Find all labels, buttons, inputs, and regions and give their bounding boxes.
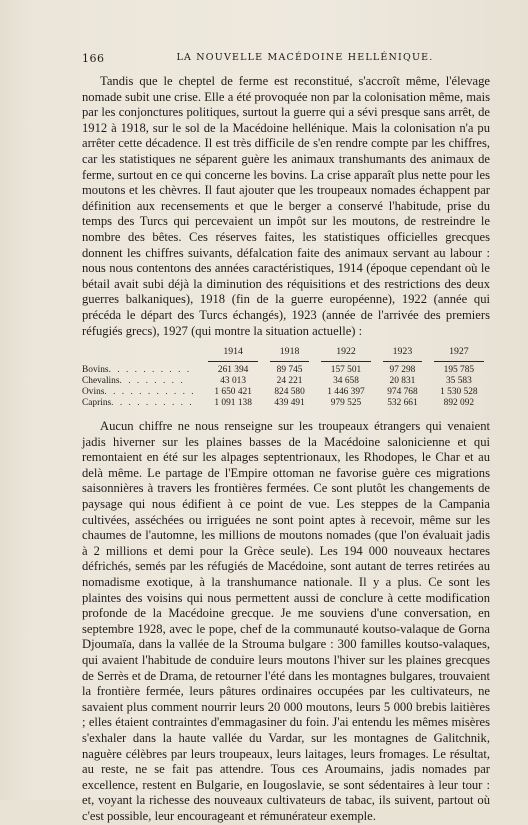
table-corner: [82, 346, 202, 361]
page-number: 166: [82, 52, 105, 65]
table-cell: 439 491: [274, 398, 305, 409]
table-cell: 1 650 421: [214, 387, 252, 398]
row-label: Bovins. . . . . . . . . .: [82, 365, 192, 376]
year-header: 1914: [223, 346, 243, 358]
livestock-table-block: [82, 346, 490, 409]
table-cell: 195 785: [443, 365, 475, 376]
table-cell: 43 013: [220, 376, 247, 387]
table-cell: 24 221: [276, 376, 303, 387]
row-label: Ovins. . . . . . . . . . .: [82, 387, 196, 398]
page-body: [82, 74, 490, 825]
livestock-table: [82, 346, 490, 409]
table-row: [82, 362, 490, 376]
table-cell: 157 501: [330, 365, 362, 376]
row-label: Chevalins. . . . . . . .: [82, 376, 185, 387]
paragraph-2: Aucun chiffre ne nous renseigne sur les troupeaux étrangers qui venaient jadis hiverner sur les plaines basses de la Macédoine salonicienne et qui remontaient en été sur les alpages septentrionaux, les Rhodopes, le Char et au delà même. Le partage de l'Empire ottoman ne favorise guère ces migrations saisonnières à travers les frontières fermées. Ce sont plutôt les changements de paysage qui nous édifient à ce point de vue. Les steppes de la Campania cultivées, asséchées ou irriguées ne sont point aptes à recevoir, même sur les chaumes de l'automne, les millions de moutons nomades (que l'on évaluait jadis à 2 millions et demi pour la Grèce seule). Les 194 000 nouveaux hectares défrichés, semés par les réfugiés de Macédoine, sont autant de terres retirées au nomadisme exotique, à la transhumance nationale. Il y a plus. Ce sont les plaintes des voisins qui nous permettent aussi de conclure à cette modification profonde de la Macédoine grecque. Je me souviens d'une conversation, en septembre 1928, avec le pope, chef de la communauté koutso-valaque de Gorna Djoumaïa, dans la vallée de la Strouma bulgare : 300 familles koutso-valaques, qui avaient l'habitude de conduire leurs moutons l'hiver sur les plaines grecques de Serrès et de Drama, de retourner l'été dans les montagnes bulgares, trouvaient la frontière fermée, leurs pâtures ordinaires occupées par les cultivateurs, ne savaient plus comment nourrir leurs 20 000 moutons, leurs 5 000 brebis laitières ; elles étaient contraintes d'emmagasiner du foin. J'ai entendu les mêmes misères s'exhaler dans la haute vallée du Vardar, sur les montagnes de Galitchnik, naguère célèbres par leurs troupeaux, leurs laitages, leurs fromages. Le résultat, au reste, ne se fait pas attendre. Tous ces Aroumains, jadis nomades par excellence, restent en Bulgarie, en Iougoslavie, se sont sédentaires à leur tour : et, voyant la richesse des nouveaux cultivateurs de tabac, ils suivent, partout où c'est possible, leur encourageant et rémunérateur exemple.: [82, 419, 490, 823]
table-cell: 974 768: [387, 387, 418, 398]
table-cell: 261 394: [217, 365, 249, 376]
running-title: LA NOUVELLE MACÉDOINE HELLÉNIQUE.: [176, 52, 434, 63]
table-cell: 35 583: [445, 376, 472, 387]
table-cell: 892 092: [443, 398, 475, 409]
table-cell: 1 446 397: [327, 387, 365, 398]
table-header-row: [82, 346, 490, 361]
row-label: Caprins. . . . . . . . . .: [82, 398, 194, 409]
table-cell: 824 580: [274, 387, 305, 398]
table-cell: 89 745: [276, 365, 303, 376]
year-header: 1923: [392, 346, 413, 358]
table-cell: 20 831: [389, 376, 416, 387]
year-header: 1927: [449, 346, 469, 358]
table-cell: 34 658: [333, 376, 359, 387]
table-cell: 1 530 528: [440, 387, 478, 398]
year-header: 1918: [279, 346, 300, 358]
table-row: [82, 398, 490, 409]
paragraph-1: Tandis que le cheptel de ferme est reconstitué, s'accroît même, l'élevage nomade subit une crise. Elle a été provoquée non par la colonisation même, mais par les conjonctures politiques, surtout la guerre qui a sévi presque sans arrêt, de 1912 à 1918, sur le sol de la Macédoine hellénique. Mais la colonisation n'a pu arrêter cette décadence. Il est très difficile de s'en rendre compte par les chiffres, car les statistiques ne séparent guère les animaux transhumants des animaux de ferme, surtout en ce qui concerne les bovins. La crise apparaît plus nette pour les moutons et les chèvres. Il faut ajouter que les troupeaux nomades échappent par définition aux recensements et que le berger a conservé l'habitude, prise du temps des Turcs qui percevaient un impôt sur les moutons, de restreindre le nombre des bêtes. Ces réserves faites, les statistiques officielles grecques donnent les chiffres suivants, défalcation faite des animaux servant au labour : nous nous contentons des années caractéristiques, 1914 (époque cependant où le bétail avait subi déjà la diminution des réquisitions et des restrictions des deux guerres balkaniques), 1918 (fin de la guerre européenne), 1922 (année qui précéda le départ des Turcs échangés), 1923 (année de l'arrivée des premiers réfugiés grecs), 1927 (qui montre la situation actuelle) :: [82, 74, 490, 338]
table-cell: 979 525: [330, 398, 362, 409]
table-cell: 532 661: [387, 398, 418, 409]
page-header: [82, 52, 488, 66]
year-header: 1922: [336, 346, 356, 358]
table-cell: 97 298: [389, 365, 416, 376]
table-cell: 1 091 138: [214, 398, 252, 409]
table-row: [82, 376, 490, 387]
table-row: [82, 387, 490, 398]
